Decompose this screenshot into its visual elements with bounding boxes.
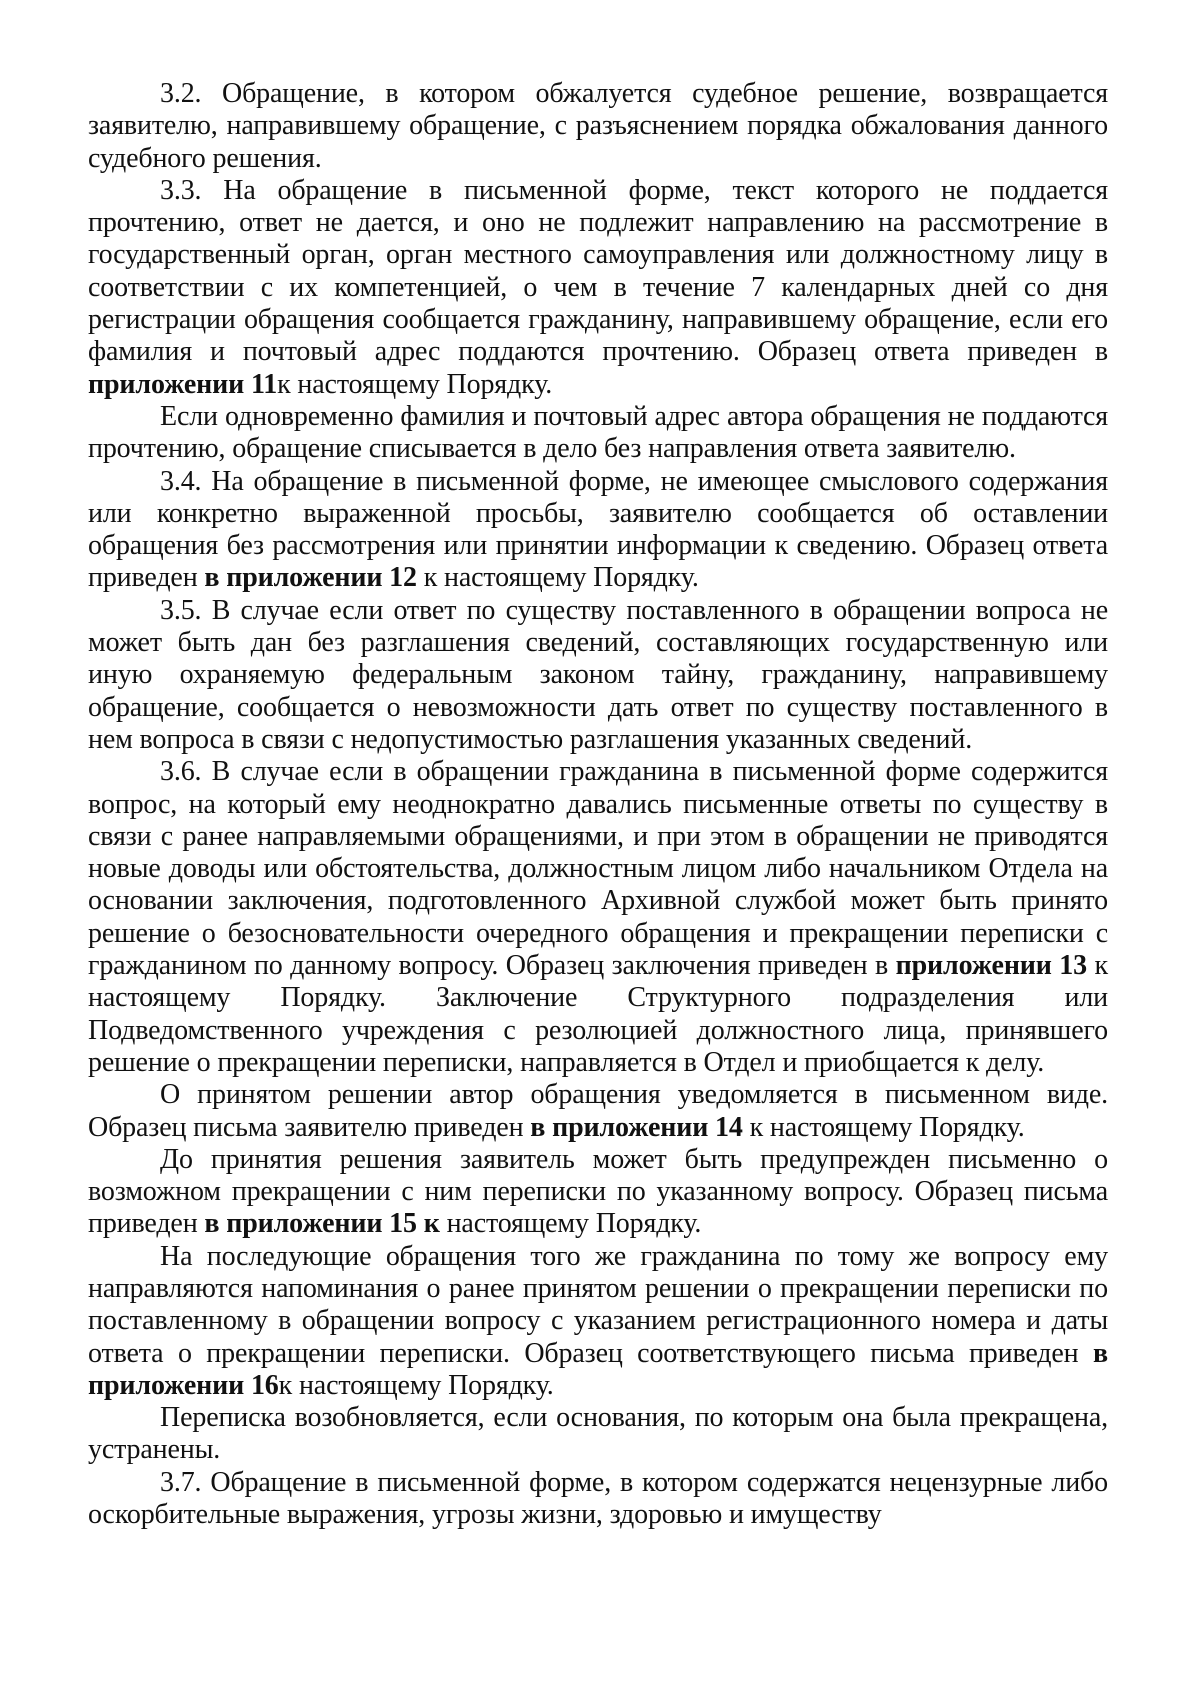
text-run: настоящему Порядку. <box>439 1208 702 1240</box>
text-run: 3.7. Обращение в письменной форме, в котором содержатся нецензурные либо оскорбительные выражения, угрозы жизни, здоровью и имуществу <box>88 1466 1108 1531</box>
appendix-reference: в приложении 16 <box>88 1337 1108 1401</box>
appendix-reference: приложении 11 <box>88 368 278 400</box>
text-run: Переписка возобновляется, если основания, по которым она была прекращена, устранены. <box>88 1402 1108 1466</box>
paragraph-p-3-3 <box>88 175 1108 401</box>
paragraph-p-3-6-b <box>88 1079 1108 1144</box>
text-run: к настоящему Порядку. <box>742 1111 1025 1143</box>
text-run: 3.3. На обращение в письменной форме, текст которого не поддается прочтению, ответ не дается, и оно не подлежит направлению на рассмотрение в государственный орган, орган местного самоуправления или должностному лицу в соответствии с их компетенцией, о чем в течение 7 календарных дней со дня регистрации обращения сообщается гражданину, направившему обращение, если его фамилия и почтовый адрес поддаются прочтению. Образец ответа приведен в <box>88 174 1108 368</box>
paragraph-p-3-2 <box>88 78 1108 175</box>
paragraph-p-3-6-c <box>88 1144 1108 1241</box>
text-run: Если одновременно фамилия и почтовый адрес автора обращения не поддаются прочтению, обращение списывается в дело без направления ответа заявителю. <box>88 400 1108 465</box>
appendix-reference: в приложении 12 <box>204 562 417 594</box>
paragraph-p-3-6 <box>88 756 1108 1079</box>
paragraph-p-3-4 <box>88 466 1108 595</box>
appendix-reference: в приложении 15 к <box>204 1208 440 1240</box>
paragraph-p-3-5 <box>88 595 1108 756</box>
document-page <box>88 78 1108 1531</box>
text-run: 3.6. В случае если в обращении гражданина в письменной форме содержится вопрос, на который ему неоднократно давались письменные ответы по существу в связи с ранее направляемыми обращениями, и при этом в обращении не приводятся новые доводы или обстоятельства, должностным лицом либо начальником Отдела на основании заключения, подготовленного Архивной службой может быть принято решение о безосновательности очередного обращения и прекращении переписки с гражданином по данному вопросу. Образец заключения приведен в <box>88 756 1108 982</box>
paragraph-p-3-6-e <box>88 1402 1108 1467</box>
text-run: к настоящему Порядку. <box>278 1369 554 1401</box>
appendix-reference: приложении 13 <box>895 950 1088 982</box>
text-run: 3.2. Обращение, в котором обжалуется судебное решение, возвращается заявителю, направившему обращение, с разъяснением порядка обжалования данного судебного решения. <box>88 78 1108 174</box>
text-run: До принятия решения заявитель может быть предупрежден письменно о возможном прекращении с ним переписки по указанному вопросу. Образец письма приведен <box>88 1143 1108 1240</box>
text-run: О принятом решении автор обращения уведомляется в письменном виде. Образец письма заявителю приведен <box>88 1079 1108 1143</box>
text-run: 3.4. На обращение в письменной форме, не имеющее смыслового содержания или конкретно выраженной просьбы, заявителю сообщается об оставлении обращения без рассмотрения или принятии информации к сведению. Образец ответа приведен <box>88 465 1108 594</box>
paragraph-p-3-6-d <box>88 1241 1108 1402</box>
paragraph-p-3-7 <box>88 1467 1108 1532</box>
appendix-reference: в приложении 14 <box>530 1111 743 1143</box>
text-run: 3.5. В случае если ответ по существу поставленного в обращении вопроса не может быть дан без разглашения сведений, составляющих государственную или иную охраняемую федеральным законом тайну, гражданину, направившему обращение, сообщается о невозможности дать ответ по существу поставленного в нем вопроса в связи с недопустимостью разглашения указанных сведений. <box>88 594 1108 755</box>
text-run: к настоящему Порядку. Заключение Структурного подразделения или Подведомственного учреждения с резолюцией должностного лица, принявшего решение о прекращении переписки, направляется в Отдел и приобщается к делу. <box>88 950 1109 1078</box>
text-run: к настоящему Порядку. <box>416 562 699 594</box>
text-run: к настоящему Порядку. <box>277 368 553 400</box>
paragraph-p-3-3-b <box>88 401 1108 466</box>
text-run: На последующие обращения того же гражданина по тому же вопросу ему направляются напоминания о ранее принятом решении о прекращении переписки по поставленному в обращении вопросу с указанием регистрационного номера и даты ответа о прекращении переписки. Образец соответствующего письма приведен <box>88 1240 1108 1369</box>
